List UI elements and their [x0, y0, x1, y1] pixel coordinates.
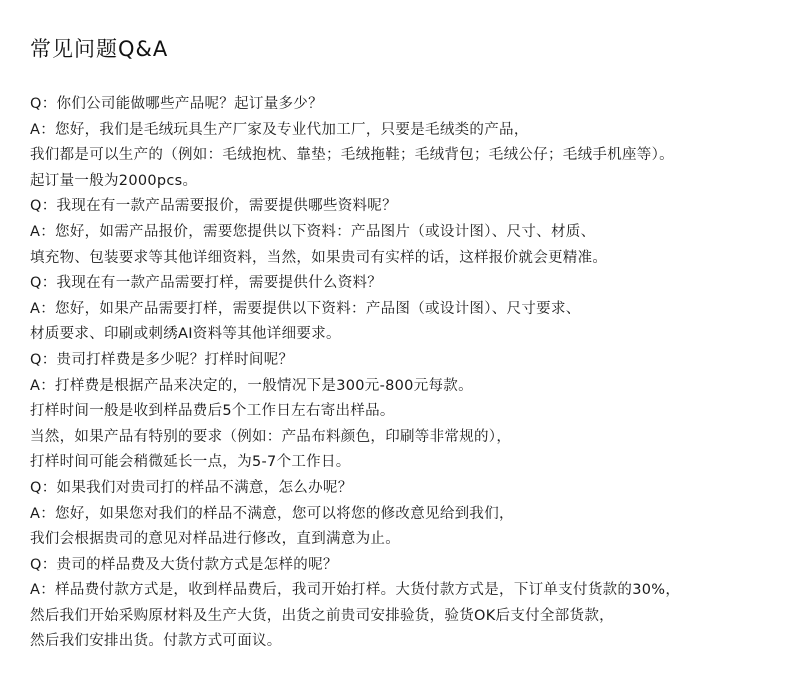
answer-text-line: 我们都是可以生产的（例如：毛绒抱枕、靠垫；毛绒拖鞋；毛绒背包；毛绒公仔；毛绒手机座等）。 — [30, 147, 674, 164]
answer-line: A：您好，我们是毛绒玩具生产厂家及专业代加工厂，只要是毛绒类的产品， — [30, 121, 529, 138]
question-line: Q：如果我们对贵司打的样品不满意，怎么办呢？ — [30, 479, 353, 496]
answer-line: A：样品费付款方式是，收到样品费后，我司开始打样。大货付款方式是，下订单支付货款的30%， — [30, 582, 681, 599]
question-line: Q：你们公司能做哪些产品呢？起订量多少？ — [30, 96, 323, 112]
answer-text-line: 然后我们安排出货。付款方式可面议。 — [30, 633, 282, 650]
question-line: Q：我现在有一款产品需要打样，需要提供什么资料？ — [30, 275, 383, 292]
answer-line: A：打样费是根据产品来决定的，一般情况下是300元-800元每款。 — [30, 377, 473, 394]
answer-line: A：您好，如果您对我们的样品不满意，您可以将您的修改意见给到我们， — [30, 505, 514, 522]
answer-text-line: 起订量一般为2000pcs。 — [30, 172, 198, 189]
answer-line: A：您好，如果产品需要打样，需要提供以下资料：产品图（或设计图）、尺寸要求、 — [30, 300, 581, 317]
answer-text-line: 打样时间可能会稍微延长一点，为5-7个工作日。 — [30, 454, 351, 471]
answer-text-line: 当然，如果产品有特别的要求（例如：产品布料颜色，印刷等非常规的）， — [30, 428, 512, 445]
question-line: Q：贵司打样费是多少呢？打样时间呢？ — [30, 351, 294, 368]
answer-line: A：您好，如需产品报价，需要您提供以下资料：产品图片（或设计图）、尺寸、材质、 — [30, 223, 596, 240]
answer-text-line: 填充物、包装要求等其他详细资料，当然，如果贵司有实样的话，这样报价就会更精准。 — [30, 249, 608, 266]
answer-text-line: 打样时间一般是收到样品费后5个工作日左右寄出样品。 — [30, 403, 395, 420]
answer-text-line: 我们会根据贵司的意见对样品进行修改，直到满意为止。 — [30, 531, 400, 548]
question-line: Q：贵司的样品费及大货付款方式是怎样的呢？ — [30, 556, 338, 573]
faq-content — [30, 92, 780, 655]
answer-text-line: 然后我们开始采购原材料及生产大货，出货之前贵司安排验货，验货OK后支付全部货款， — [30, 607, 614, 624]
answer-text-line: 材质要求、印刷或刺绣AI资料等其他详细要求。 — [30, 326, 341, 343]
question-line: Q：我现在有一款产品需要报价，需要提供哪些资料呢？ — [30, 198, 397, 215]
page-title: 常见问题Q&A — [30, 37, 169, 61]
